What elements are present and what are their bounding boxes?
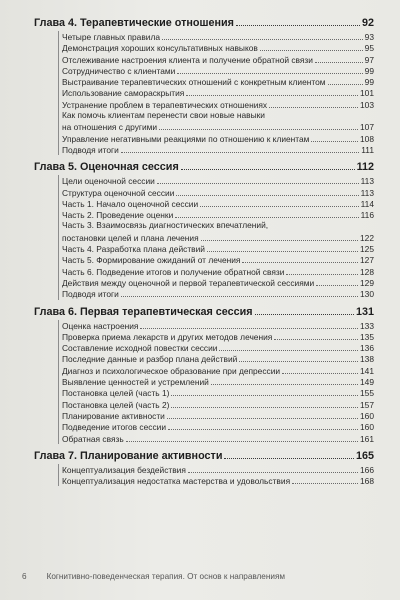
dot-leader xyxy=(211,376,358,385)
dot-leader xyxy=(236,16,360,26)
entry-title: Концептуализация недостатка мастерства и удовольствия xyxy=(62,476,291,487)
dot-leader xyxy=(177,65,362,74)
dot-leader xyxy=(269,99,358,108)
entry-title: Часть 4. Разработка плана действий xyxy=(62,244,205,255)
toc-entry xyxy=(62,110,374,133)
dot-leader xyxy=(286,266,358,275)
toc-entry xyxy=(62,410,374,421)
toc-entry xyxy=(62,198,374,209)
entry-page-number: 166 xyxy=(360,464,374,475)
entry-title: Структура оценочной сессии xyxy=(62,187,175,198)
toc-entry xyxy=(62,266,374,277)
toc-entry xyxy=(62,331,374,342)
entry-title: Выстраивание терапевтических отношений с конкретным клиентом xyxy=(62,77,326,88)
entry-page-number: 114 xyxy=(360,198,374,209)
entry-title: Часть 6. Подведение итогов и получение обратной связи xyxy=(62,266,285,277)
dot-leader xyxy=(175,209,358,218)
entry-title-line2: постановки целей и плана лечения xyxy=(62,232,199,243)
entry-page-number: 161 xyxy=(360,433,374,444)
entry-title: Подводя итоги xyxy=(62,144,119,155)
entry-page-number: 138 xyxy=(360,354,374,365)
entry-page-number: 107 xyxy=(360,122,374,133)
entry-page-number: 128 xyxy=(360,266,374,277)
dot-leader xyxy=(260,42,363,51)
chapter-page-number: 112 xyxy=(356,161,374,174)
entry-title-line2-row xyxy=(62,121,374,132)
toc-entry xyxy=(62,421,374,432)
toc-entry xyxy=(62,220,374,243)
entry-page-number: 101 xyxy=(360,88,374,99)
dot-leader xyxy=(282,365,358,374)
entry-title: Подводя итоги xyxy=(62,289,119,300)
toc-entry xyxy=(62,31,374,42)
chapter-heading xyxy=(34,16,374,30)
entry-title-line2-row xyxy=(62,232,374,243)
toc-entry xyxy=(62,387,374,398)
toc-entry xyxy=(62,133,374,144)
entry-title: Цели оценочной сессии xyxy=(62,176,155,187)
entry-page-number: 113 xyxy=(360,187,374,198)
table-of-contents xyxy=(34,16,374,486)
section-list xyxy=(58,31,374,155)
entry-page-number: 136 xyxy=(360,343,374,354)
entry-page-number: 103 xyxy=(360,99,374,110)
entry-title: Сотрудничество с клиентами xyxy=(62,65,176,76)
dot-leader xyxy=(126,433,358,442)
dot-leader xyxy=(181,160,355,170)
toc-entry xyxy=(62,54,374,65)
chapter-title: Глава 4. Терапевтические отношения xyxy=(34,17,234,29)
dot-leader xyxy=(162,31,363,40)
chapter-page-number: 165 xyxy=(355,449,374,462)
entry-title-block xyxy=(62,110,374,133)
dot-leader xyxy=(207,243,358,252)
entry-title: Проверка приема лекарств и других методов лечения xyxy=(62,331,273,342)
footer-page-number: 6 xyxy=(22,572,27,581)
toc-entry xyxy=(62,475,374,486)
entry-page-number: 111 xyxy=(361,144,374,155)
dot-leader xyxy=(274,331,358,340)
entry-page-number: 93 xyxy=(364,32,374,42)
chapter-heading xyxy=(34,160,374,174)
dot-leader xyxy=(121,144,359,153)
entry-page-number: 95 xyxy=(364,43,374,54)
dot-leader xyxy=(171,387,358,396)
footer-running-title: Когнитивно-поведенческая терапия. От основ к направлениям xyxy=(46,572,286,581)
entry-title: Четыре главных правила xyxy=(62,32,161,42)
toc-entry xyxy=(62,376,374,387)
toc-entry xyxy=(62,399,374,410)
dot-leader xyxy=(121,288,358,297)
entry-page-number: 135 xyxy=(360,331,374,342)
toc-entry xyxy=(62,209,374,220)
entry-page-number: 125 xyxy=(360,244,374,255)
entry-title: Постановка целей (часть 1) xyxy=(62,388,170,399)
toc-entry xyxy=(62,320,374,331)
entry-title: Составление исходной повестки сессии xyxy=(62,343,218,354)
entry-title: Устранение проблем в терапевтических отношениях xyxy=(62,99,268,110)
entry-page-number: 113 xyxy=(360,176,374,187)
entry-page-number: 168 xyxy=(360,476,374,487)
toc-entry xyxy=(62,464,374,475)
entry-title: Часть 2. Проведение оценки xyxy=(62,210,174,221)
dot-leader xyxy=(224,449,354,459)
entry-title: Последние данные и разбор плана действий xyxy=(62,354,238,365)
toc-entry xyxy=(62,365,374,376)
entry-title: Часть 5. Формирование ожиданий от лечения xyxy=(62,255,241,266)
dot-leader xyxy=(219,342,358,351)
toc-entry xyxy=(62,433,374,444)
dot-leader xyxy=(176,187,358,196)
toc-entry xyxy=(62,254,374,265)
dot-leader xyxy=(140,320,358,329)
entry-title: Демонстрация хороших консультативных навыков xyxy=(62,43,258,54)
entry-title: Обратная связь xyxy=(62,433,124,444)
dot-leader xyxy=(157,175,359,184)
entry-title: Постановка целей (часть 2) xyxy=(62,399,170,410)
dot-leader xyxy=(167,410,358,419)
entry-page-number: 157 xyxy=(360,399,374,410)
page-footer xyxy=(22,572,382,581)
toc-entry xyxy=(62,342,374,353)
entry-title: Планирование активности xyxy=(62,410,165,421)
entry-title: Управление негативными реакциями по отношению к клиентам xyxy=(62,133,310,144)
entry-title: Оценка настроения xyxy=(62,320,139,331)
dot-leader xyxy=(201,232,358,241)
dot-leader xyxy=(200,198,359,207)
entry-title: Отслеживание настроения клиента и получение обратной связи xyxy=(62,54,313,65)
entry-page-number: 116 xyxy=(360,210,374,221)
dot-leader xyxy=(292,475,358,484)
entry-title-line2: на отношения с другими xyxy=(62,122,158,133)
toc-entry xyxy=(62,187,374,198)
entry-title: Действия между оценочной и первой терапевтической сессиями xyxy=(62,277,315,288)
chapter-title: Глава 5. Оценочная сессия xyxy=(34,161,179,174)
entry-page-number: 99 xyxy=(364,77,374,88)
toc-entry xyxy=(62,87,374,98)
chapter-title: Глава 6. Первая терапевтическая сессия xyxy=(34,305,253,318)
dot-leader xyxy=(316,277,358,286)
entry-title-block xyxy=(62,220,374,243)
dot-leader xyxy=(159,121,358,130)
dot-leader xyxy=(239,353,358,362)
toc-entry xyxy=(62,277,374,288)
toc-entry xyxy=(62,99,374,110)
entry-page-number: 160 xyxy=(360,422,374,433)
section-list xyxy=(58,175,374,299)
entry-page-number: 99 xyxy=(364,65,374,76)
entry-page-number: 160 xyxy=(360,410,374,421)
entry-page-number: 122 xyxy=(360,232,374,243)
entry-title: Использование самораскрытия xyxy=(62,88,185,99)
dot-leader xyxy=(311,133,358,142)
section-list xyxy=(58,320,374,444)
entry-page-number: 129 xyxy=(360,277,374,288)
entry-page-number: 127 xyxy=(360,255,374,266)
dot-leader xyxy=(242,254,358,263)
toc-entry xyxy=(62,144,374,155)
entry-title: Подведение итогов сессии xyxy=(62,422,166,433)
section-list xyxy=(58,464,374,487)
entry-page-number: 97 xyxy=(364,54,374,65)
entry-page-number: 155 xyxy=(360,388,374,399)
dot-leader xyxy=(171,399,358,408)
entry-page-number: 130 xyxy=(360,289,374,300)
entry-title: Концептуализация бездействия xyxy=(62,464,186,475)
toc-entry xyxy=(62,42,374,53)
dot-leader xyxy=(168,421,358,430)
entry-title-line1: Часть 3. Взаимосвязь диагностических впечатлений, xyxy=(62,220,269,231)
entry-page-number: 149 xyxy=(360,377,374,388)
toc-entry xyxy=(62,175,374,186)
chapter-heading xyxy=(34,449,374,463)
dot-leader xyxy=(186,87,358,96)
entry-title: Часть 1. Начало оценочной сессии xyxy=(62,198,199,209)
entry-page-number: 108 xyxy=(360,133,374,144)
entry-page-number: 133 xyxy=(360,320,374,331)
toc-entry xyxy=(62,288,374,299)
chapter-page-number: 92 xyxy=(361,17,374,29)
entry-page-number: 141 xyxy=(360,365,374,376)
dot-leader xyxy=(328,76,363,85)
chapter-title: Глава 7. Планирование активности xyxy=(34,449,223,462)
dot-leader xyxy=(315,54,363,63)
dot-leader xyxy=(188,464,358,473)
chapter-heading xyxy=(34,305,374,319)
toc-entry xyxy=(62,243,374,254)
dot-leader xyxy=(255,305,354,315)
entry-title: Выявление ценностей и устремлений xyxy=(62,377,209,388)
entry-title-line1: Как помочь клиентам перенести свои новые навыки xyxy=(62,110,265,121)
chapter-page-number: 131 xyxy=(355,305,374,318)
toc-entry xyxy=(62,353,374,364)
entry-title: Диагноз и психологическое образование при депрессии xyxy=(62,365,281,376)
toc-entry xyxy=(62,76,374,87)
toc-entry xyxy=(62,65,374,76)
